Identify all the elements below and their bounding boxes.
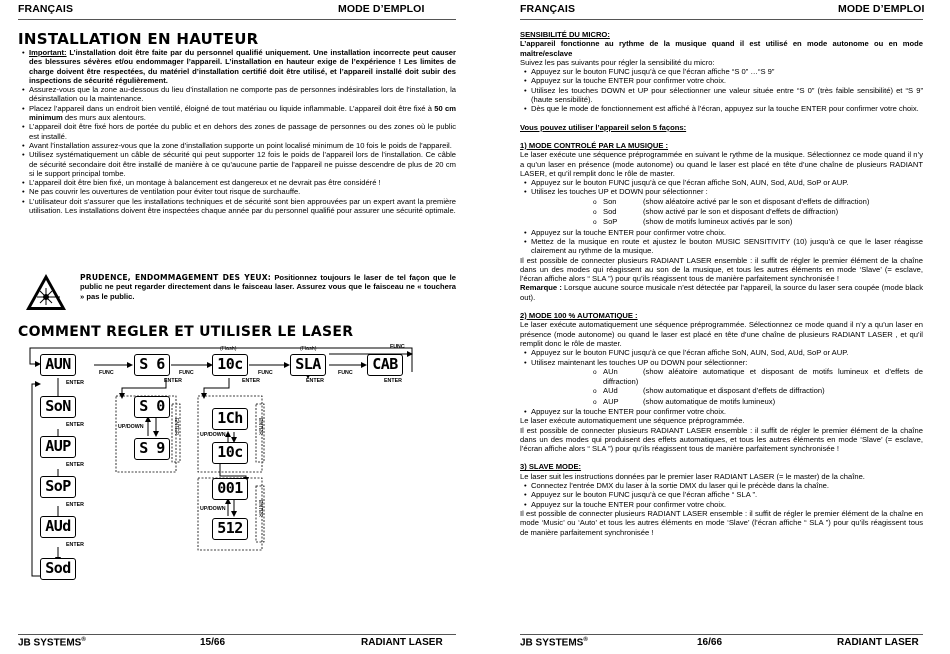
bullet: • L’appareil doit être bien fixé, un montage à balancement est dangereux et ne devrait pas être considéré ! — [18, 178, 456, 187]
footer-page-number: 15/66 — [200, 637, 226, 648]
bullet: • Appuyez sur le bouton FUNC jusqu’à ce que l’écran affiche “S 0” …“S 9” — [520, 67, 923, 76]
right-column-text — [520, 30, 923, 537]
updown-label: UP/DOWN — [200, 432, 226, 438]
mode1-title: 1) MODE CONTROLÉ PAR LA MUSIQUE : — [520, 140, 669, 150]
section-heading-installation: INSTALLATION EN HAUTEUR — [18, 30, 259, 48]
enter-label: ENTER — [384, 378, 402, 384]
enter-label: ENTER — [306, 378, 324, 384]
installation-text — [18, 48, 456, 215]
bullet: • Appuyez sur le bouton FUNC jusqu’à ce que l’écran affiche SoN, AUN, Sod, AUd, SoP or AUP. — [520, 348, 923, 357]
paragraph: Le laser exécute automatiquement une séquence préprogrammée. — [520, 416, 745, 426]
enter-label-vertical: ENTER — [257, 418, 263, 435]
display-sod: Sod — [40, 558, 76, 580]
section-heading-howto: COMMENT REGLER ET UTILISER LE LASER — [18, 324, 354, 340]
paragraph: Le laser exécute une séquence préprogrammée en suivant le rythme de la musique. Sélectionnez ce mode quand il n’y a qu’un laser en présence (mode autonome) ou quand le laser est placé en tête d’une chaîne de plusieurs RADIANT LASER, et qu’il remplit donc le rôle de master. — [520, 150, 923, 178]
footer-rule — [18, 634, 456, 635]
ways-title: Vous pouvez utiliser l’appareil selon 5 façons: — [520, 122, 687, 132]
sub-item: o Sod (show activé par le son et disposant d’effets de diffraction) — [520, 207, 923, 217]
bullet-important: • Important: L’installation doit être faite par du personnel qualifié uniquement. Une installation incorrecte peut causer des blessures sévères et/ou endommager l’appareil. L’installation en hauteur exige de l’expérience ! Les limites de charge doivent être respectées, du matériel d’installation certifié doit être utilisé, et l’appareil installé doit subir des inspections de sécurité régulièrement. — [18, 48, 456, 85]
sub-item: o SoP (show de motifs lumineux activés par le son) — [520, 217, 923, 227]
bullet: • Appuyez sur la touche ENTER pour confirmer votre choix. — [520, 228, 923, 237]
laser-warning-icon — [24, 272, 68, 312]
display-s6: S 6 — [134, 354, 170, 376]
bullet: • Appuyez sur la touche ENTER pour confirmer votre choix. — [520, 76, 923, 85]
sensitivity-intro: Suivez les pas suivants pour régler la sensibilité du micro: — [520, 57, 715, 67]
display-aun: AUN — [40, 354, 76, 376]
section-title-sensitivity: SENSIBILITÉ DU MICRO: — [520, 30, 610, 39]
display-aup: AUP — [40, 436, 76, 458]
sub-item: o AUd (show automatique et disposant d’effets de diffraction) — [520, 386, 923, 396]
diagram-arrows — [24, 344, 424, 584]
bullet: • Connectez l’entrée DMX du laser à la sortie DMX du laser qui le précède dans la chaîne. — [520, 481, 923, 490]
func-label: FUNC — [179, 370, 194, 376]
footer-product: RADIANT LASER — [837, 637, 919, 648]
bullet: • Appuyez sur la touche ENTER pour confirmer votre choix. — [520, 500, 923, 509]
display-s0: S 0 — [134, 396, 170, 418]
menu-flow-diagram — [24, 344, 424, 584]
bullet: • L’appareil doit être fixé hors de portée du public et en dehors des zones de passage de personnes ou des zones où le public est installé. — [18, 122, 456, 141]
paragraph: Le laser exécute automatiquement une séquence préprogrammée. Sélectionnez ce mode quand il n’y a qu’un laser en présence (mode autonome) ou quand le laser est placé en tête d’une chaîne de plusieurs RADIANT LASER , et qu’il remplit donc le rôle de master. — [520, 320, 923, 348]
sub-item: o Son (show aléatoire activé par le son et disposant d’effets de diffraction) — [520, 197, 923, 207]
header-language: FRANÇAIS — [520, 3, 576, 15]
flash-label: (Flash) — [220, 346, 237, 352]
sensitivity-intro-bold: L’appareil fonctionne au rythme de la musique quand il est utilisé en mode autonome ou en mode maître/esclave — [520, 39, 923, 58]
bullet: • Appuyez sur la touche ENTER pour confirmer votre choix. — [520, 407, 923, 416]
bullet: • Utilisez systématiquement un câble de sécurité qui peut supporter 12 fois le poids de l’appareil lors de l’installation. Ce câble de sécurité secondaire doit être installé de manière à ce qu’aucune partie de l’appareil ne puisse descendre de plus de 20 cm si le support principal tombe. — [18, 150, 456, 178]
bullet: • Appuyez sur le bouton FUNC jusqu’à ce que l’écran affiche SoN, AUN, Sod, AUd, SoP or AUP. — [520, 178, 923, 187]
enter-label: ENTER — [242, 378, 260, 384]
footer-rule — [520, 634, 923, 635]
display-sop: SoP — [40, 476, 76, 498]
enter-label-vertical: ENTER — [257, 500, 263, 517]
sub-item: o AUn (show aléatoire automatique et disposant de motifs lumineux et d’effets de diffraction) — [520, 367, 923, 387]
display-sla: SLA — [290, 354, 326, 376]
paragraph: Il est possible de connecter plusieurs RADIANT LASER ensemble : il suffit de régler le premier élément de la chaîne en mode ‘Music’ ou ‘Auto’ et tous les autres éléments en mode ‘Slave’ (l’écran affiche “ SLA ”) pour qu’ils réagissent tous de manière parfaitement synchronisée ! — [520, 508, 923, 537]
func-label: FUNC — [338, 370, 353, 376]
display-aud: AUd — [40, 516, 76, 538]
func-label: FUNC — [258, 370, 273, 376]
enter-label: ENTER — [66, 462, 84, 468]
paragraph: Il est possible de connecter plusieurs RADIANT LASER ensemble : il suffit de régler le premier élément de la chaîne dans un des modes qui produisent des effets automatiques, et tous les autres éléments en mode ‘Slave’ (= esclave, l’écran affiche alors “ SLA ”) pour qu’ils réagissent tous de manière parfaitement synchronisée ! — [520, 425, 923, 454]
updown-label: UP/DOWN — [200, 506, 226, 512]
footer-brand: JB SYSTEMS® — [520, 637, 588, 649]
header-rule — [18, 19, 456, 20]
func-label: FUNC — [99, 370, 114, 376]
display-cab: CAB — [367, 354, 403, 376]
remark: Remarque : Lorsque aucune source musicale n’est détectée par l’appareil, la source du laser sera coupée (mode black out). — [520, 283, 923, 302]
enter-label-vertical: ENTER — [173, 418, 179, 435]
flash-label: (Flash) — [300, 346, 317, 352]
paragraph: Il est possible de connecter plusieurs RADIANT LASER ensemble : il suffit de régler le premier élément de la chaîne dans un des modes qui réagissent au son de la musique, et tous les autres éléments en mode ‘Slave’ (= esclave, l’écran affiche alors “ SLA ”) pour qu’ils réagissent tous de manière parfaitement synchronisée ! — [520, 255, 923, 284]
display-son: SoN — [40, 396, 76, 418]
bullet: • Utilisez maintenant les touches UP ou DOWN pour sélectionner: — [520, 358, 923, 367]
bullet: • Placez l’appareil dans un endroit bien ventilé, éloigné de tout matériau ou liquide inflammable. L’appareil doit être fixé à 50 cm minimum des murs aux alentours. — [18, 104, 456, 123]
updown-label: UP/DOWN — [118, 424, 144, 430]
enter-label: ENTER — [164, 378, 182, 384]
enter-label: ENTER — [66, 422, 84, 428]
func-label: FUNC — [390, 344, 405, 350]
bullet: • Avant l’installation assurez-vous que la zone d’installation supporte un point localisé minimum de 10 fois le poids de l’appareil. — [18, 141, 456, 150]
mode2-title: 2) MODE 100 % AUTOMATIQUE : — [520, 311, 638, 321]
display-10c-channel: 10c — [212, 442, 248, 464]
bullet: • Utilisez les touches UP et DOWN pour sélectionner : — [520, 187, 923, 196]
mode3-title: 3) SLAVE MODE: — [520, 462, 582, 472]
page-right — [475, 0, 950, 654]
bullet: • Appuyez sur le bouton FUNC jusqu’à ce que l’écran affiche “ SLA ”. — [520, 490, 923, 499]
header-title: MODE D’EMPLOI — [338, 3, 425, 15]
display-1ch: 1Ch — [212, 408, 248, 430]
bullet: • Utilisez les touches DOWN et UP pour sélectionner une valeur située entre “S 0” (très faible sensibilité) et “S 9” (haute sensibilité). — [520, 86, 923, 105]
footer-page-number: 16/66 — [697, 637, 723, 648]
header-language: FRANÇAIS — [18, 3, 74, 15]
display-s9: S 9 — [134, 438, 170, 460]
enter-label: ENTER — [66, 502, 84, 508]
sub-item: o AUP (show automatique de motifs lumineux) — [520, 397, 923, 407]
display-10c: 10c — [212, 354, 248, 376]
bullet: • Mettez de la musique en route et ajustez le bouton MUSIC SENSITIVITY (10) jusqu’à ce que le laser réagisse clairement au rythme de la musique. — [520, 237, 923, 256]
header-title: MODE D’EMPLOI — [838, 3, 925, 15]
paragraph: Le laser suit les instructions données par le premier laser RADIANT LASER (= le master) de la chaîne. — [520, 471, 865, 481]
footer-brand: JB SYSTEMS® — [18, 637, 86, 649]
bullet: • Ne pas couvrir les ouvertures de ventilation pour éviter tout risque de surchauffe. — [18, 187, 456, 196]
enter-label: ENTER — [66, 380, 84, 386]
enter-label: ENTER — [66, 542, 84, 548]
warning-text: PRUDENCE, ENDOMMAGEMENT DES YEUX: Positionnez toujours le laser de tel façon que le public ne peut regarder directement dans le faisceau laser. Assurez vous que le faisceau ne « touchera » pas le public. — [80, 273, 456, 301]
footer-product: RADIANT LASER — [361, 637, 443, 648]
display-512: 512 — [212, 518, 248, 540]
bullet: • Dès que le mode de fonctionnement est affiché à l’écran, appuyez sur la touche ENTER pour confirmer votre choix. — [520, 104, 923, 113]
bullet: • Assurez-vous que la zone au-dessous du lieu d’installation ne comporte pas de personnes indésirables lors de l’installation, la désinstallation ou la maintenance. — [18, 85, 456, 104]
display-001: 001 — [212, 478, 248, 500]
header-rule — [520, 19, 923, 20]
bullet: • L’utilisateur doit s’assurer que les installations techniques et de sécurité sont bien approuvées par un expert avant la première utilisation. Les installations doivent être inspectées chaque année par du personnel qualifié pour assurer une sécurité optimale. — [18, 197, 456, 216]
